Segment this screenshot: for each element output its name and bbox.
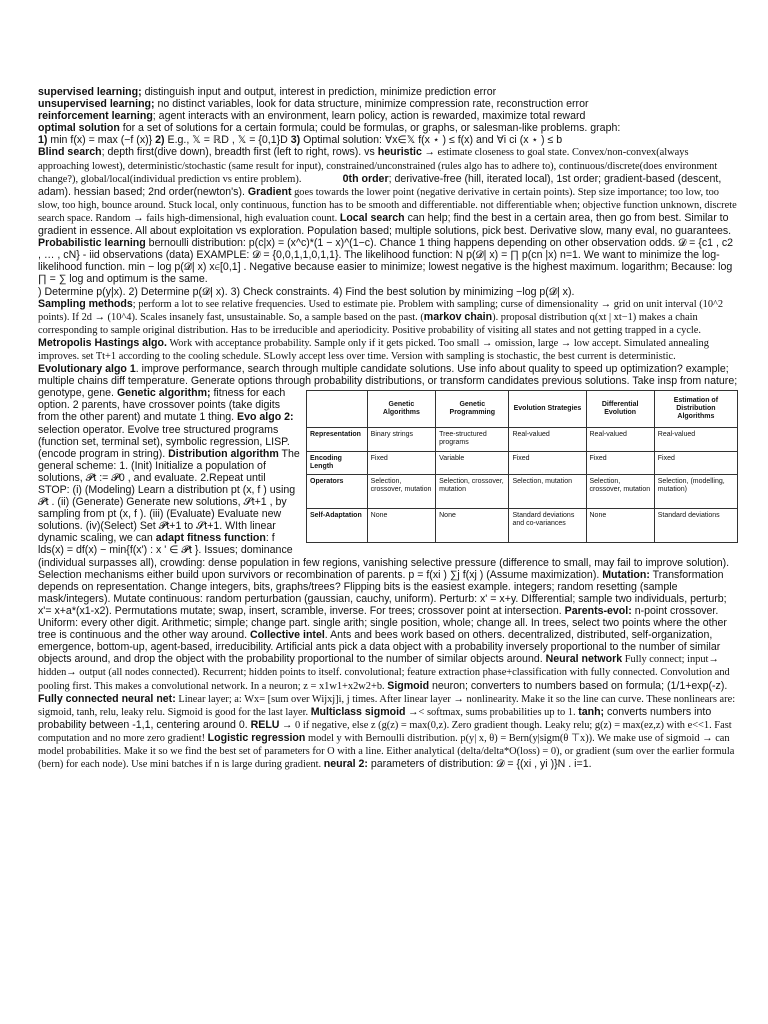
- table-row: [307, 428, 738, 451]
- table-cell: Standard deviations and co-variances: [509, 509, 586, 543]
- line-supervised: supervised learning; distinguish input and output, interest in prediction, minimize prediction error: [38, 86, 497, 98]
- table-cell: Selection, crossover, mutation: [367, 475, 435, 509]
- table-row: [307, 509, 738, 543]
- table-row: [307, 475, 738, 509]
- term-adapt-fitness-function: adapt fitness function: [155, 532, 266, 545]
- term-genetic-algorithm: Genetic algorithm;: [116, 387, 211, 400]
- table-cell: Real-valued: [654, 428, 737, 451]
- table-header-cell: Genetic Algorithms: [367, 391, 435, 428]
- term-sampling-methods: Sampling methods: [38, 297, 133, 310]
- term-logistic-regression: Logistic regression: [207, 731, 306, 744]
- table-cell: Selection, crossover, mutation: [436, 475, 509, 509]
- table-cell: Real-valued: [509, 428, 586, 451]
- term-markov-chain: markov chain: [423, 310, 493, 323]
- term-blind-search: Blind search: [38, 146, 102, 159]
- term-unsupervised: unsupervised learning;: [38, 98, 155, 111]
- algorithm-comparison-table-wrap: [306, 390, 738, 543]
- term-neural-network: Neural network: [545, 653, 623, 666]
- paragraph-search-gradient: Blind search; depth first(dive down), breadth first (left to right, rows). vs heuristic → estimate closeness to goal state. Convex/non-convex(always approaching lowest), deterministic/stochastic (same result for input), constrained/unconstrained (rules algo has to adhere to), continuous/discrete(does environment change?), global/local(individual prediction vs entire problem). 0th order; derivative-free (hill, iterated local), 1st order; gradient-based (descent, adam). hessian based; 2nd order(newton's). Gradient goes towards the lower point (negative derivative in certain points). Step size importance; too low, too slow, too high, bounce around. Stuck local, only continuous, function has to be smooth and differentiable. not differentiable when; objective function unknown, discrete search space. Random → fails high-dimensional, high evaluation count. Local search can help; find the best in a certain area, then go from best. Similar to gradient in essence. All about exploitation vs exploration. Population based; multiple solutions, pick best. Derivative slow, many eval, no guarantees. Probabilistic learning bernoulli distribution: p(c|x) = (x^c)*(1 − x)^(1−c). Chance 1 thing happens depending on other observation odds. 𝓓 = {c1 , c2 , … , cN} - iid observations (data) EXAMPLE: 𝓓 = {0,0,1,1,0,1,1}. The likelihood function: N p(𝓓| x) = ∏ p(cn |x) n=1. We want to minimize the log-likelihood function. min − log p(𝓓| x) x∈[0,1] . Negative because easier to minimize; lowest negative is the highest maximum. logarithm; Because: log ∏ = ∑ log and optimum is the same.: [38, 146, 737, 286]
- table-cell: Real-valued: [586, 428, 654, 451]
- table-row-header: Operators: [307, 475, 368, 509]
- table-cell: Selection, (modelling, mutation): [654, 475, 737, 509]
- term-neural-2: neural 2:: [323, 758, 368, 771]
- term-heuristic: heuristic: [377, 146, 422, 159]
- table-cell: None: [436, 509, 509, 543]
- term-distribution-algorithm: Distribution algorithm: [168, 447, 279, 460]
- term-probabilistic-learning: Probabilistic learning: [38, 237, 146, 250]
- line-steps: ) Determine p(y|x). 2) Determine p(𝓓| x). 3) Check constraints. 4) Find the best solution by minimizing −log p(𝓓| x).: [38, 285, 575, 298]
- study-notes-sheet: [38, 86, 738, 771]
- term-relu: RELU: [250, 718, 280, 731]
- table-cell: Fixed: [367, 451, 435, 474]
- line-formulas: 1) min f(x) = max (−f (x)} 2) E.g., 𝕏 = ℝD , 𝕏 = {0,1}D 3) Optimal solution: ∀x∈𝕏 f(x ⋆ ) ≤ f(x) and ∀i ci (x ⋆ ) ≤ b: [38, 134, 563, 147]
- table-cell: None: [367, 509, 435, 543]
- term-0th-order: 0th order: [342, 172, 389, 185]
- term-evolutionary-algo-1: Evolutionary algo 1: [38, 363, 136, 376]
- line-unsupervised: unsupervised learning; no distinct variables, look for data structure, minimize compression rate, reconstruction error: [38, 98, 589, 111]
- term-evo-algo-2: Evo algo 2:: [237, 411, 294, 424]
- table-header-cell: Differential Evolution: [586, 391, 654, 428]
- table-header-row: [307, 391, 738, 428]
- table-cell: Selection, mutation: [509, 475, 586, 509]
- term-tanh: tanh;: [578, 705, 605, 718]
- table-header-cell: Evolution Strategies: [509, 391, 586, 428]
- table-row-header: Self-Adaptation: [307, 509, 368, 543]
- table-cell: Fixed: [654, 451, 737, 474]
- table-cell: Selection, crossover, mutation: [586, 475, 654, 509]
- term-fully-connected-neural-net: Fully connected neural net:: [38, 692, 176, 705]
- paragraph-sampling-evolution-neural: Sampling methods; perform a lot to see relative frequencies. Used to estimate pie. Problem with sampling; curse of dimensionality → grid on unit interval (10^2 points). If 2d → (10^4). Scales insanely fast, unsustainable. So, a sample based on the past. (markov chain). proposal distribution q(xt | xt−1) makes a chain corresponding to sample original distribution. Has to be irreducible and aperiodicity. Positive probability of visiting all states and not getting trapped in a cycle. Metropolis Hastings algo. Work with acceptance probability. Sample only if it gets picked. Too small → omission, large → low accept. Simulated annealing improves. set Tt+1 according to the cooling schedule. SLowly accept less over time. Version with sampling is stochastic, the best current is deterministic. Evolutionary algo 1. improve performance, search through multiple candidate solutions. Use info about quality to speed up optimization? example; multiple chains diff temperature. Generate options through probability distributions, or transform candidates previous solutions. Take insp from nature; genotype, gene. Genetic Algorithms Genetic Programming Evolution Strategies Differential Evolution Estimation of Distribution Algorithms Representation Binary strings Tree-structured programs Real-valued Real-valued Real-valued Encoding Length Fixed Variable Fixed Fixed Fixed Operators Selection, crossover, mutation Selection, crossover, mutation Selection, mutation Selection, crossover, mutation Selection, (modelling, mutation) Self-Adaptation None None Standard deviations and co-variances None Standard deviations Genetic algorithm; fitness for each option. 2 parents, have crossover points (take digits from the other parent) and mutate 1 thing. Evo algo 2: selection operator. Evolve tree structured programs (function set, terminal set), symbolic regression, LISP. (encode program in string). Distribution algorithm The general scheme: 1. (Init) Initialize a population of solutions, 𝓟t := 𝓟0 , and evaluate. 2.Repeat until STOP: (i) (Modeling) Learn a distribution pt (x, f ) using 𝓟t . (ii) (Generate) Generate new solutions, 𝓢t+1 , by sampling from pt (x, f ). (iii) (Evaluate) Evaluate new solutions. (iv)(Select) Set 𝓟t+1 to 𝓢t+1. WIth linear dynamic scaling, we can adapt fitness function: f lds(x) = df(x) − min{f(x') : x ' ∈ 𝓟t }. Issues; dominance (individual surpasses all), crowding: dense population in few regions, vanishing selective pressure (difference to small, may fail to improve solution). Selection mechanisms either build upon survivors or recombination of parents. p = f(xi ) ∑j f(xj ) (Assume maximization). Mutation: Transformation depends on representation. Change integers, bits, graphs/trees? Flipping bits is the easiest example. integers; random resetting (sample mask/integers). Mutate continuous: random perturbation (gaussian, cauchy, uniform). Perturb: x' = x+y. DIfferential; sample two individuals, perturb; x'= x+a*(x1-x2). Permutations mutate; swap, insert, scramble, inverse. For trees; crossover point at intersection. Parents-evol: n-point crossover. Uniform: every other digit. Arithmetic; simple; change part. single arith; single position, whole; change all. In trees, select two points where the other tree is continuous and the other way around. Collective intel. Ants and bees work based on others. decentralized, distributed, self-organization, emergence, bottom-up, agent-based, irreducibility. Artificial ants pick a data object with a probability inversely proportional to the number of similar objects around, and drop the object with the probability proportional to the number of similar objects around. Neural network Fully connect; input→ hidden→ output (all nodes connected). Recurrent; hidden points to itself. convolutional; feature extraction phase+classification with fully connected. Convolution and pooling first. This makes a convolutional network. In a neuron; z = x1w1+x2w2+b. Sigmoid neuron; converters to numbers based on formula; (1/1+exp(-z). Fully connected neural net: Linear layer; a: Wx= [sum over Wijxj]i, j times. After linear layer → nonlinearity. Make it so the line can curve. These nonlinears are: sigmoid, tanh, relu, leaky relu. Sigmoid is good for the last layer. Multiclass sigmoid →< softmax, sums probabilities up to 1. tanh; converts numbers into probability between -1,1, centering around 0. RELU → 0 if negative, else z (g(z) = max(0,z). Zero gradient though. Leaky relu; g(z) = max(ez,z) with e<<1. Fast computation and no more zero gradient! Logistic regression model y with Bernoulli distribution. p(y| x, θ) = Bern(y|sigm(θ ⊤x)). We make use of sigmoid → can model probabilities. Make it so we find the best set of parameters for O with a line. Either analytical (delta/delta*O(loss) = 0), or gradient (sum over the earlier formula (bern) for each node). Use mini batches if n is large during gradient. neural 2: parameters of distribution: 𝓓 = {(xi , yi )}N . i=1.: [38, 297, 738, 771]
- table-cell: Binary strings: [367, 428, 435, 451]
- term-multiclass-sigmoid: Multiclass sigmoid: [310, 705, 406, 718]
- term-supervised: supervised learning;: [38, 86, 142, 98]
- table-cell: Standard deviations: [654, 509, 737, 543]
- line-reinforcement: reinforcement learning; agent interacts with an environment, learn policy, action is rewarded, maximize total reward: [38, 110, 586, 123]
- table-row: [307, 451, 738, 474]
- term-mutation: Mutation:: [602, 568, 650, 581]
- table-header-cell: [307, 391, 368, 428]
- term-reinforcement: reinforcement learning: [38, 110, 153, 123]
- table-row-header: Representation: [307, 428, 368, 451]
- term-optimal-solution: optimal solution: [38, 122, 120, 135]
- term-collective-intel: Collective intel: [250, 629, 325, 642]
- table-header-cell: Estimation of Distribution Algorithms: [654, 391, 737, 428]
- table-cell: Variable: [436, 451, 509, 474]
- term-local-search: Local search: [339, 211, 405, 224]
- term-gradient: Gradient: [247, 185, 292, 198]
- term-parents-evol: Parents-evol:: [564, 604, 632, 617]
- term-metropolis-hastings: Metropolis Hastings algo.: [38, 336, 167, 349]
- table-header-cell: Genetic Programming: [436, 391, 509, 428]
- table-cell: Fixed: [509, 451, 586, 474]
- table-cell: Tree-structured programs: [436, 428, 509, 451]
- algorithm-comparison-table: [306, 390, 738, 543]
- table-cell: Fixed: [586, 451, 654, 474]
- term-sigmoid: Sigmoid: [387, 679, 430, 692]
- table-cell: None: [586, 509, 654, 543]
- table-row-header: Encoding Length: [307, 451, 368, 474]
- line-optimal-solution: optimal solution for a set of solutions for a certain formula; could be formulas, or graphs, or salesman-like problems. graph:: [38, 122, 621, 135]
